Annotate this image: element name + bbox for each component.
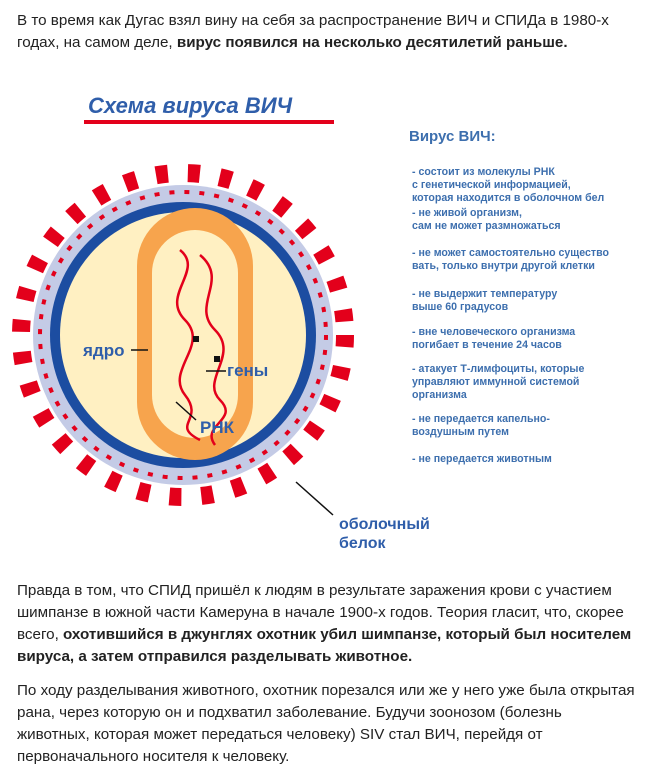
info-item-line: - не передается капельно- [412, 413, 550, 425]
info-item-line: выше 60 градусов [412, 301, 509, 313]
intro-paragraph [17, 10, 637, 54]
info-item-line: - не может самостоятельно существо [412, 247, 609, 259]
info-item-line: управляют иммунной системой [412, 376, 580, 388]
gene-marker-2 [214, 356, 220, 362]
info-heading: Вирус ВИЧ: [409, 128, 496, 145]
info-item-line: - не выдержит температуру [412, 288, 558, 300]
info-item-line: погибает в течение 24 часов [412, 339, 562, 351]
label-genes: гены [227, 361, 269, 380]
info-item-line: - атакует Т-лимфоциты, которые [412, 363, 585, 375]
info-item-line: - вне человеческого организма [412, 326, 576, 338]
info-item-line: сам не может размножаться [412, 220, 561, 232]
info-item-line: вать, только внутри другой клетки [412, 260, 595, 272]
butchering-text: По ходу разделывания животного, охотник порезался или же у него уже была открытая рана, через которую он и подхватил заболевание. Будучи зоонозом (болезнь животных, которая может передаться человеку) SIV стал ВИЧ, перейдя от первоначального носителя к человеку. [17, 682, 635, 765]
virus-particle [21, 173, 345, 497]
diagram-title: Схема вируса ВИЧ [88, 93, 293, 118]
truth-bold-text: охотившийся в джунглях охотник убил шимпанзе, который был носителем вируса, а затем отправился разделывать животное. [17, 626, 632, 665]
info-item-line: - не передается животным [412, 453, 552, 465]
info-item-line: которая находится в оболочном бел [412, 192, 605, 204]
info-list [412, 166, 609, 465]
info-item-line: с генетической информацией, [412, 179, 571, 191]
label-nucleus: ядро [83, 341, 125, 360]
info-item-line: организма [412, 389, 467, 401]
title-underline [84, 120, 334, 124]
gene-marker-1 [193, 336, 199, 342]
hiv-virus-diagram [0, 80, 650, 575]
info-item-line: - не живой организм, [412, 207, 522, 219]
label-envelope-line2: белок [339, 535, 386, 552]
label-envelope-line1: оболочный [339, 516, 430, 533]
envelope-pointer [296, 482, 333, 515]
info-item-line: воздушным путем [412, 426, 509, 438]
intro-text: В то время как Дугас взял вину на себя за распространение ВИЧ и СПИДа в 1980-х годах, на самом деле, [17, 12, 609, 51]
butchering-paragraph [17, 680, 637, 768]
truth-paragraph [17, 580, 637, 668]
truth-text: Правда в том, что СПИД пришёл к людям в результате заражения крови с участием шимпанзе в южной части Камеруна в начале 1900-х годов. Теория гласит, что, скорее всего, [17, 582, 624, 643]
intro-bold-text: вирус появился на несколько десятилетий раньше. [176, 34, 568, 51]
label-rna: РНК [200, 418, 234, 437]
info-item-line: - состоит из молекулы РНК [412, 166, 555, 178]
